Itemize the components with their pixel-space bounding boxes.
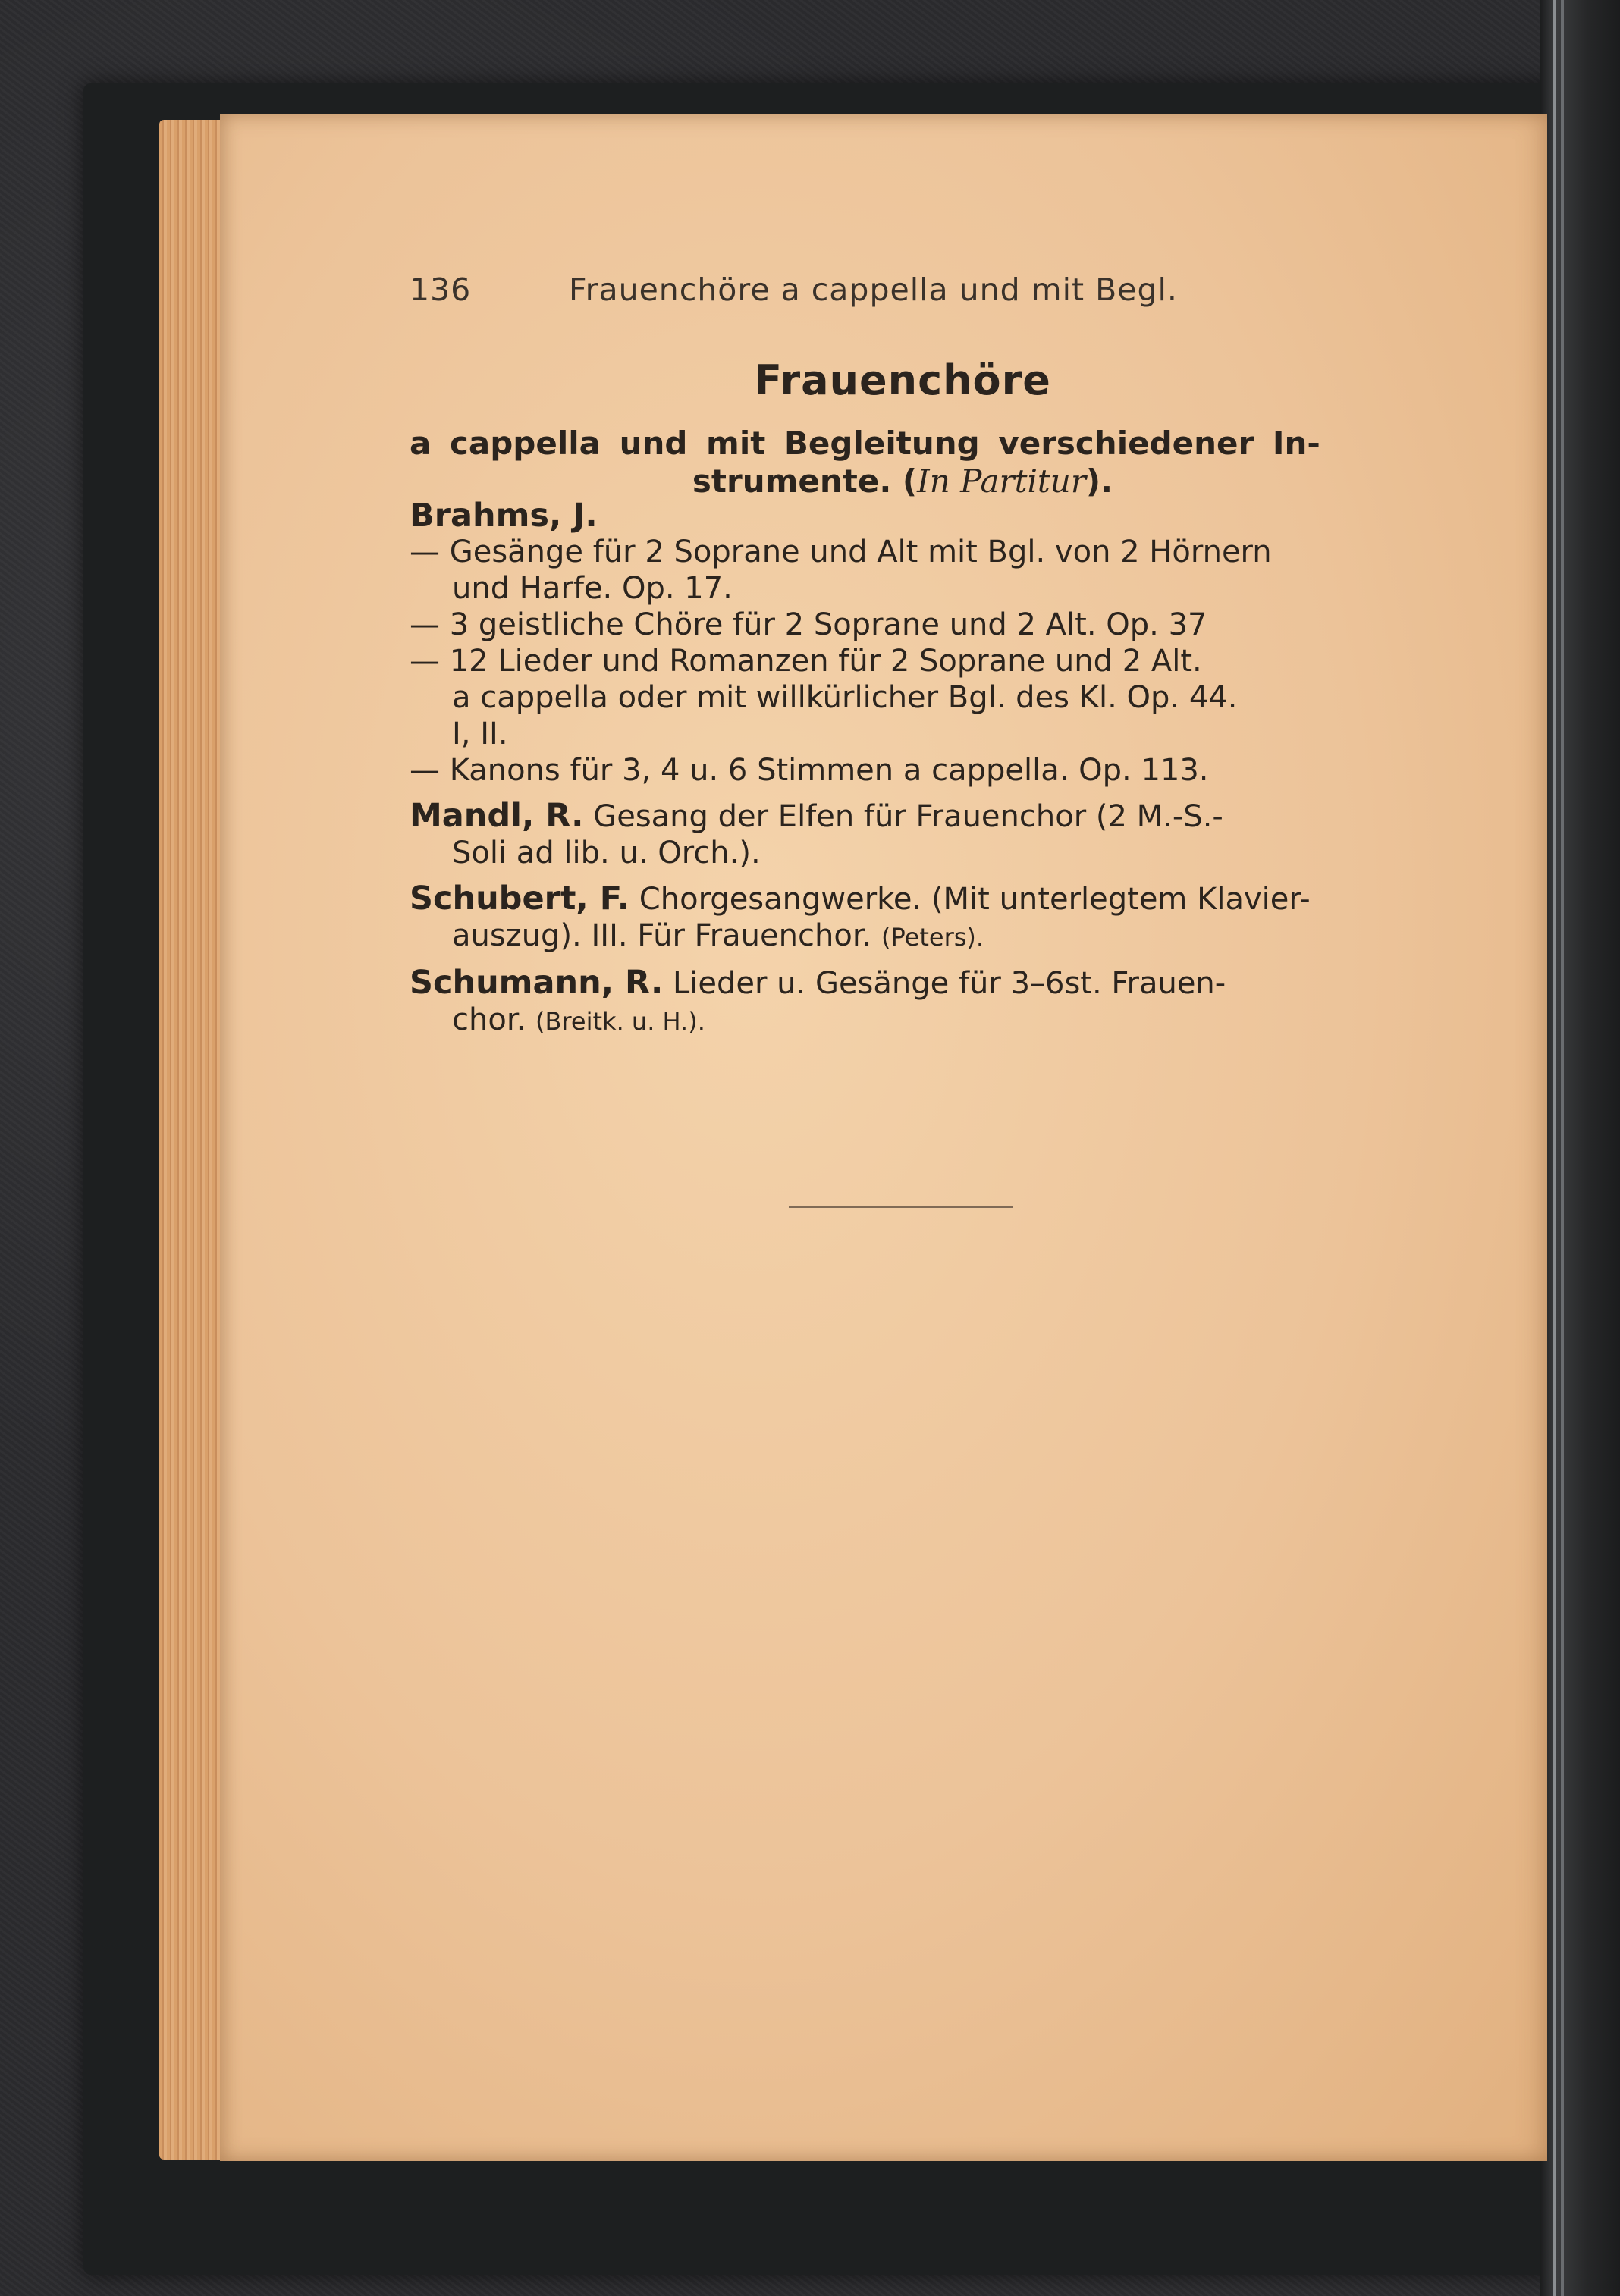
schumann-text-2: chor. (452, 1002, 536, 1037)
spine-edge (1561, 0, 1564, 2296)
running-head (410, 271, 1396, 308)
entry-mandl-line-1 (410, 798, 1403, 835)
mandl-text-1: Gesang der Elfen für Frauenchor (2 M.-S.- (583, 799, 1223, 834)
schubert-text-2: auszug). III. Für Frauenchor. (452, 918, 882, 953)
section-end-rule (789, 1206, 1013, 1208)
schubert-text-1: Chorgesangwerke. (Mit unterlegtem Klavier- (629, 882, 1311, 917)
schumann-publisher: (Breitk. u. H.). (535, 1007, 705, 1036)
subtitle-word: strumente. (692, 463, 892, 500)
subtitle-paren-open: ( (891, 463, 918, 500)
brahms-item-1-line-2: und Harfe. Op. 17. (452, 571, 733, 606)
section-title: Frauenchöre (754, 356, 1051, 404)
schumann-text-1: Lieder u. Gesänge für 3–6st. Frauen- (663, 966, 1226, 1001)
brahms-item-3-line-1: — 12 Lieder und Romanzen für 2 Soprane und 2 Alt. (410, 644, 1202, 679)
subtitle-line-2 (410, 463, 1396, 500)
brahms-item-2-line-1: — 3 geistliche Chöre für 2 Soprane und 2 Alt. Op. 37 (410, 607, 1207, 642)
composer-mandl: Mandl, R. (410, 797, 584, 835)
entry-schumann-line-2 (410, 1002, 1403, 1040)
schubert-publisher: (Peters). (881, 923, 984, 952)
composer-schubert: Schubert, F. (410, 880, 630, 917)
entry-schubert-line-1 (410, 880, 1403, 917)
brahms-item-3-line-2: a cappella oder mit willkürlicher Bgl. des Kl. Op. 44. (452, 680, 1238, 715)
subtitle-italic: In Partitur (917, 463, 1086, 500)
mandl-text-2: Soli ad lib. u. Orch.). (452, 836, 761, 870)
entry-schubert-line-2 (410, 917, 1403, 955)
brahms-item-3-line-3: I, II. (452, 717, 508, 751)
subtitle-line-1: a cappella und mit Begleitung verschiedener In- (410, 425, 1320, 462)
running-title: Frauenchöre a cappella und mit Begl. (569, 271, 1178, 308)
entry-schumann-line-1 (410, 965, 1403, 1002)
book-page (220, 114, 1547, 2161)
subtitle-paren-close: ). (1085, 463, 1113, 500)
book-spine (1540, 0, 1620, 2296)
composer-brahms: Brahms, J. (410, 497, 598, 535)
brahms-item-1-line-1: — Gesänge für 2 Soprane und Alt mit Bgl. von 2 Hörnern (410, 535, 1272, 569)
composer-schumann: Schumann, R. (410, 964, 664, 1002)
section-subtitle (410, 425, 1396, 500)
brahms-item-4-line-1: — Kanons für 3, 4 u. 6 Stimmen a cappella. Op. 113. (410, 753, 1209, 788)
entry-list (410, 497, 1403, 1040)
glass-glare (1553, 0, 1556, 2296)
page-number: 136 (410, 271, 472, 308)
